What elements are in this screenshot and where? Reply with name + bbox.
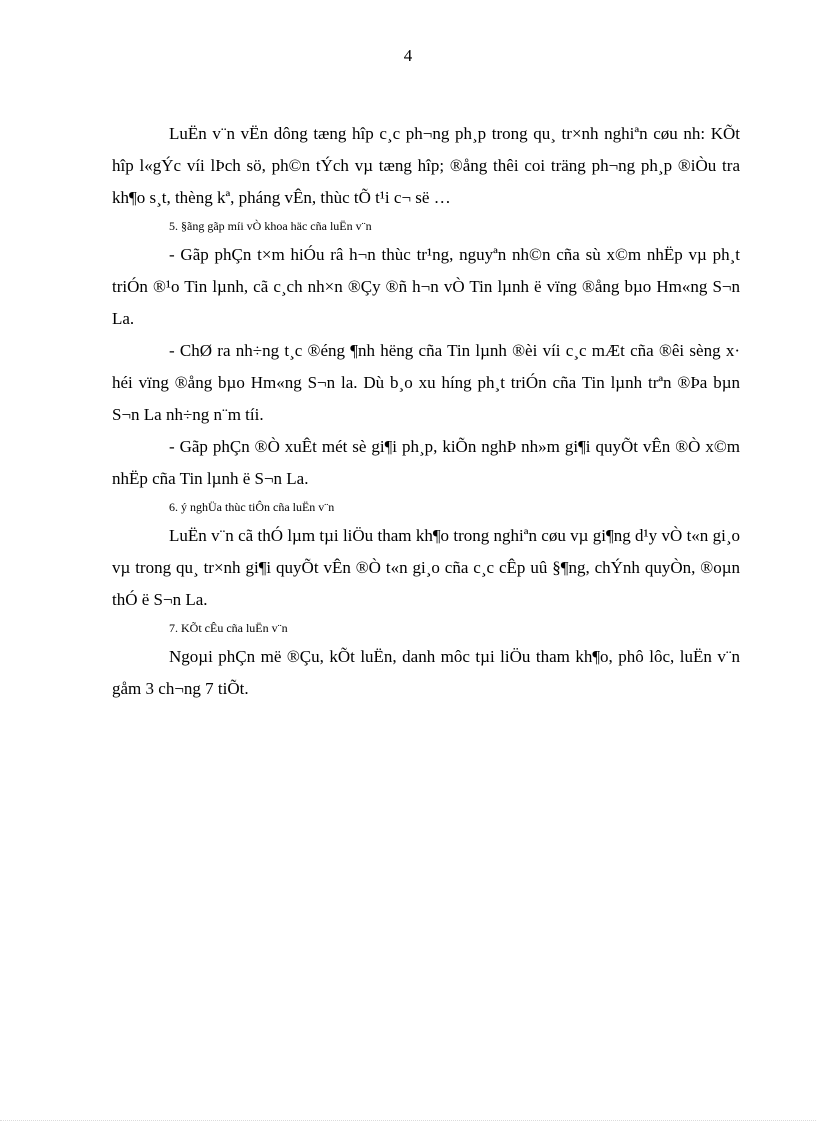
paragraph-significance: LuËn v¨n cã thÓ lµm tµi liÖu tham kh¶o trong nghiªn cøu vµ gi¶ng d¹y vÒ t«n gi¸o vµ trong qu¸ tr×nh gi¶i quyÕt vÊn ®Ò t«n gi¸o cña c¸c cÊp uû §¶ng, chÝnh quyÒn, ®oµn thÓ ë S¬n La. (112, 526, 740, 609)
page-number: 4 (403, 46, 413, 65)
document-body (112, 118, 740, 705)
page-bottom-border (0, 1120, 816, 1121)
paragraph-contribution-2: - ChØ ra nh÷ng t¸c ®éng ¶nh hëng cña Tin lµnh ®èi víi c¸c mÆt cña ®êi sèng x· héi vïng ®ång bµo Hm«ng S¬n la. Dù b¸o xu híng ph¸t triÓn cña Tin lµnh trªn ®Þa bµn S¬n La nh÷ng n¨m tíi. (112, 341, 740, 424)
heading-section-7: 7. KÕt cÊu cña luËn v¨n (169, 621, 288, 635)
heading-section-6: 6. ý nghÜa thùc tiÔn cña luËn v¨n (169, 500, 335, 514)
paragraph-structure: Ngoµi phÇn më ®Çu, kÕt luËn, danh môc tµi liÖu tham kh¶o, phô lôc, luËn v¨n gåm 3 ch¬ng 7 tiÕt. (112, 647, 740, 698)
paragraph-methods: LuËn v¨n vËn dông tæng hîp c¸c ph¬ng ph¸p trong qu¸ tr×nh nghiªn cøu nh: KÕt hîp l«gÝc víi lÞch sö, ph©n tÝch vµ tæng hîp; ®ång thêi coi träng ph¬ng ph¸p ®iÒu tra kh¶o s¸t, thèng kª, pháng vÊn, thùc tÕ t¹i c¬ së … (112, 124, 740, 207)
heading-section-5: 5. §ãng gãp míi vÒ khoa häc cña luËn v¨n (169, 219, 372, 233)
paragraph-contribution-1: - Gãp phÇn t×m hiÓu râ h¬n thùc tr¹ng, nguyªn nh©n cña sù x©m nhËp vµ ph¸t triÓn ®¹o Tin lµnh, cã c¸ch nh×n ®Çy ®ñ h¬n vÒ Tin lµnh ë vïng ®ång bµo Hm«ng S¬n La. (112, 245, 740, 328)
paragraph-contribution-3: - Gãp phÇn ®Ò xuÊt mét sè gi¶i ph¸p, kiÕn nghÞ nh»m gi¶i quyÕt vÊn ®Ò x©m nhËp cña Tin lµnh ë S¬n La. (112, 437, 740, 488)
